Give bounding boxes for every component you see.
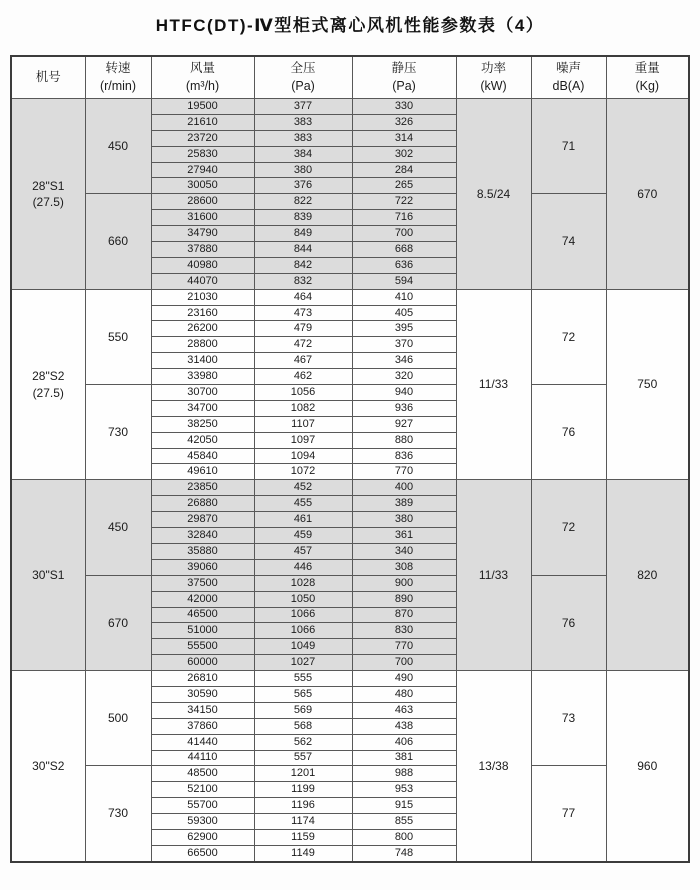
total-pressure-cell: 822	[254, 194, 352, 210]
total-pressure-cell: 568	[254, 718, 352, 734]
total-pressure-cell: 473	[254, 305, 352, 321]
airflow-cell: 37880	[151, 242, 254, 258]
airflow-cell: 30700	[151, 385, 254, 401]
airflow-cell: 55700	[151, 798, 254, 814]
total-pressure-cell: 452	[254, 480, 352, 496]
weight-cell: 960	[606, 671, 689, 862]
airflow-cell: 35880	[151, 543, 254, 559]
airflow-cell: 39060	[151, 559, 254, 575]
static-pressure-cell: 636	[352, 257, 456, 273]
airflow-cell: 21610	[151, 114, 254, 130]
total-pressure-cell: 384	[254, 146, 352, 162]
airflow-cell: 34150	[151, 702, 254, 718]
static-pressure-cell: 463	[352, 702, 456, 718]
static-pressure-cell: 490	[352, 671, 456, 687]
model-cell: 28"S1 (27.5)	[11, 99, 85, 290]
total-pressure-cell: 467	[254, 353, 352, 369]
weight-cell: 750	[606, 289, 689, 480]
airflow-cell: 34790	[151, 226, 254, 242]
table-row	[11, 385, 689, 401]
static-pressure-cell: 320	[352, 369, 456, 385]
power-cell: 13/38	[456, 671, 531, 862]
airflow-cell: 27940	[151, 162, 254, 178]
airflow-cell: 44110	[151, 750, 254, 766]
static-pressure-cell: 370	[352, 337, 456, 353]
airflow-cell: 23850	[151, 480, 254, 496]
airflow-cell: 28800	[151, 337, 254, 353]
total-pressure-cell: 479	[254, 321, 352, 337]
total-pressure-cell: 569	[254, 702, 352, 718]
static-pressure-cell: 915	[352, 798, 456, 814]
static-pressure-cell: 953	[352, 782, 456, 798]
total-pressure-cell: 461	[254, 512, 352, 528]
static-pressure-cell: 722	[352, 194, 456, 210]
weight-cell: 670	[606, 99, 689, 290]
airflow-cell: 31600	[151, 210, 254, 226]
airflow-cell: 46500	[151, 607, 254, 623]
static-pressure-cell: 716	[352, 210, 456, 226]
column-header: 全压 (Pa)	[254, 56, 352, 99]
static-pressure-cell: 770	[352, 639, 456, 655]
airflow-cell: 32840	[151, 528, 254, 544]
total-pressure-cell: 377	[254, 99, 352, 115]
airflow-cell: 26810	[151, 671, 254, 687]
static-pressure-cell: 395	[352, 321, 456, 337]
static-pressure-cell: 302	[352, 146, 456, 162]
airflow-cell: 34700	[151, 400, 254, 416]
column-header: 重量 (Kg)	[606, 56, 689, 99]
static-pressure-cell: 346	[352, 353, 456, 369]
airflow-cell: 37500	[151, 575, 254, 591]
total-pressure-cell: 844	[254, 242, 352, 258]
speed-cell: 730	[85, 385, 151, 480]
static-pressure-cell: 700	[352, 655, 456, 671]
static-pressure-cell: 410	[352, 289, 456, 305]
static-pressure-cell: 361	[352, 528, 456, 544]
model-cell: 30"S1	[11, 480, 85, 671]
column-header: 风量 (m³/h)	[151, 56, 254, 99]
column-header: 噪声 dB(A)	[531, 56, 606, 99]
total-pressure-cell: 472	[254, 337, 352, 353]
column-header: 机号	[11, 56, 85, 99]
total-pressure-cell: 842	[254, 257, 352, 273]
airflow-cell: 44070	[151, 273, 254, 289]
total-pressure-cell: 459	[254, 528, 352, 544]
table-row	[11, 99, 689, 115]
airflow-cell: 59300	[151, 814, 254, 830]
noise-cell: 76	[531, 575, 606, 670]
static-pressure-cell: 855	[352, 814, 456, 830]
total-pressure-cell: 1056	[254, 385, 352, 401]
static-pressure-cell: 770	[352, 464, 456, 480]
static-pressure-cell: 800	[352, 829, 456, 845]
total-pressure-cell: 562	[254, 734, 352, 750]
airflow-cell: 48500	[151, 766, 254, 782]
airflow-cell: 23160	[151, 305, 254, 321]
speed-cell: 500	[85, 671, 151, 766]
airflow-cell: 29870	[151, 512, 254, 528]
static-pressure-cell: 284	[352, 162, 456, 178]
table-row	[11, 671, 689, 687]
noise-cell: 73	[531, 671, 606, 766]
total-pressure-cell: 849	[254, 226, 352, 242]
airflow-cell: 55500	[151, 639, 254, 655]
total-pressure-cell: 383	[254, 130, 352, 146]
table-row	[11, 766, 689, 782]
airflow-cell: 30590	[151, 686, 254, 702]
airflow-cell: 23720	[151, 130, 254, 146]
airflow-cell: 62900	[151, 829, 254, 845]
total-pressure-cell: 1097	[254, 432, 352, 448]
airflow-cell: 31400	[151, 353, 254, 369]
static-pressure-cell: 870	[352, 607, 456, 623]
total-pressure-cell: 457	[254, 543, 352, 559]
total-pressure-cell: 464	[254, 289, 352, 305]
total-pressure-cell: 1094	[254, 448, 352, 464]
airflow-cell: 26200	[151, 321, 254, 337]
airflow-cell: 42050	[151, 432, 254, 448]
total-pressure-cell: 1050	[254, 591, 352, 607]
column-header: 功率 (kW)	[456, 56, 531, 99]
static-pressure-cell: 668	[352, 242, 456, 258]
static-pressure-cell: 480	[352, 686, 456, 702]
total-pressure-cell: 1159	[254, 829, 352, 845]
total-pressure-cell: 383	[254, 114, 352, 130]
noise-cell: 77	[531, 766, 606, 862]
noise-cell: 76	[531, 385, 606, 480]
airflow-cell: 37860	[151, 718, 254, 734]
power-cell: 11/33	[456, 480, 531, 671]
static-pressure-cell: 988	[352, 766, 456, 782]
table-body	[11, 99, 689, 862]
power-cell: 11/33	[456, 289, 531, 480]
total-pressure-cell: 1049	[254, 639, 352, 655]
weight-cell: 820	[606, 480, 689, 671]
airflow-cell: 51000	[151, 623, 254, 639]
static-pressure-cell: 308	[352, 559, 456, 575]
static-pressure-cell: 330	[352, 99, 456, 115]
static-pressure-cell: 836	[352, 448, 456, 464]
static-pressure-cell: 406	[352, 734, 456, 750]
total-pressure-cell: 1107	[254, 416, 352, 432]
airflow-cell: 26880	[151, 496, 254, 512]
total-pressure-cell: 1082	[254, 400, 352, 416]
total-pressure-cell: 565	[254, 686, 352, 702]
static-pressure-cell: 405	[352, 305, 456, 321]
speed-cell: 660	[85, 194, 151, 289]
static-pressure-cell: 940	[352, 385, 456, 401]
speed-cell: 450	[85, 480, 151, 575]
static-pressure-cell: 340	[352, 543, 456, 559]
airflow-cell: 25830	[151, 146, 254, 162]
total-pressure-cell: 446	[254, 559, 352, 575]
airflow-cell: 60000	[151, 655, 254, 671]
table-row	[11, 575, 689, 591]
total-pressure-cell: 832	[254, 273, 352, 289]
total-pressure-cell: 1196	[254, 798, 352, 814]
static-pressure-cell: 900	[352, 575, 456, 591]
noise-cell: 74	[531, 194, 606, 289]
total-pressure-cell: 1174	[254, 814, 352, 830]
total-pressure-cell: 462	[254, 369, 352, 385]
table-row	[11, 480, 689, 496]
airflow-cell: 52100	[151, 782, 254, 798]
page-title: HTFC(DT)-Ⅳ型柜式离心风机性能参数表（4）	[155, 16, 545, 35]
column-header: 静压 (Pa)	[352, 56, 456, 99]
total-pressure-cell: 1199	[254, 782, 352, 798]
static-pressure-cell: 381	[352, 750, 456, 766]
table-header	[11, 56, 689, 99]
static-pressure-cell: 700	[352, 226, 456, 242]
static-pressure-cell: 326	[352, 114, 456, 130]
total-pressure-cell: 555	[254, 671, 352, 687]
static-pressure-cell: 265	[352, 178, 456, 194]
static-pressure-cell: 936	[352, 400, 456, 416]
header-row	[11, 56, 689, 99]
speed-cell: 670	[85, 575, 151, 670]
total-pressure-cell: 376	[254, 178, 352, 194]
total-pressure-cell: 557	[254, 750, 352, 766]
total-pressure-cell: 1072	[254, 464, 352, 480]
total-pressure-cell: 455	[254, 496, 352, 512]
airflow-cell: 66500	[151, 845, 254, 861]
airflow-cell: 49610	[151, 464, 254, 480]
static-pressure-cell: 880	[352, 432, 456, 448]
total-pressure-cell: 1201	[254, 766, 352, 782]
airflow-cell: 28600	[151, 194, 254, 210]
total-pressure-cell: 1066	[254, 623, 352, 639]
static-pressure-cell: 890	[352, 591, 456, 607]
total-pressure-cell: 1149	[254, 845, 352, 861]
model-cell: 30"S2	[11, 671, 85, 862]
airflow-cell: 45840	[151, 448, 254, 464]
static-pressure-cell: 314	[352, 130, 456, 146]
airflow-cell: 38250	[151, 416, 254, 432]
static-pressure-cell: 389	[352, 496, 456, 512]
noise-cell: 71	[531, 99, 606, 194]
static-pressure-cell: 400	[352, 480, 456, 496]
static-pressure-cell: 830	[352, 623, 456, 639]
total-pressure-cell: 380	[254, 162, 352, 178]
airflow-cell: 21030	[151, 289, 254, 305]
static-pressure-cell: 927	[352, 416, 456, 432]
airflow-cell: 19500	[151, 99, 254, 115]
airflow-cell: 33980	[151, 369, 254, 385]
table-row	[11, 289, 689, 305]
total-pressure-cell: 1066	[254, 607, 352, 623]
static-pressure-cell: 380	[352, 512, 456, 528]
model-cell: 28"S2 (27.5)	[11, 289, 85, 480]
table-row	[11, 194, 689, 210]
speed-cell: 730	[85, 766, 151, 862]
airflow-cell: 41440	[151, 734, 254, 750]
total-pressure-cell: 1027	[254, 655, 352, 671]
power-cell: 8.5/24	[456, 99, 531, 290]
static-pressure-cell: 594	[352, 273, 456, 289]
airflow-cell: 42000	[151, 591, 254, 607]
total-pressure-cell: 839	[254, 210, 352, 226]
static-pressure-cell: 438	[352, 718, 456, 734]
airflow-cell: 30050	[151, 178, 254, 194]
speed-cell: 550	[85, 289, 151, 384]
airflow-cell: 40980	[151, 257, 254, 273]
static-pressure-cell: 748	[352, 845, 456, 861]
noise-cell: 72	[531, 480, 606, 575]
noise-cell: 72	[531, 289, 606, 384]
column-header: 转速 (r/min)	[85, 56, 151, 99]
total-pressure-cell: 1028	[254, 575, 352, 591]
speed-cell: 450	[85, 99, 151, 194]
performance-table	[10, 55, 690, 863]
